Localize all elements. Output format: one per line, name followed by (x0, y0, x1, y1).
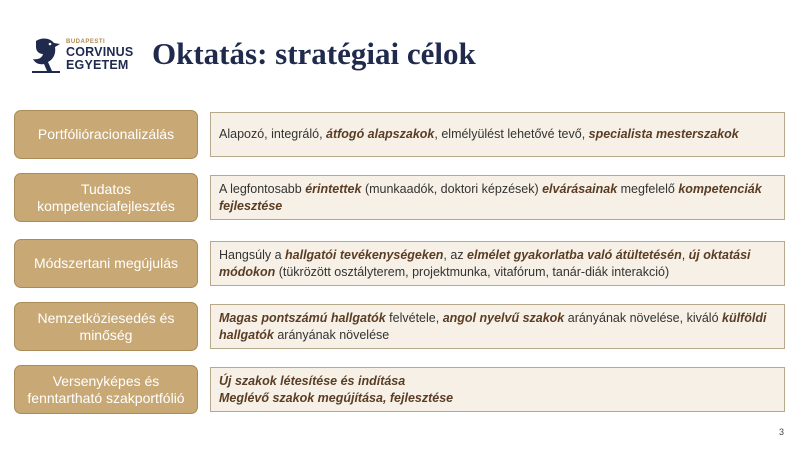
goal-label: Portfólióracionalizálás (14, 110, 198, 159)
goal-label: Versenyképes és fenntartható szakportfólió (14, 365, 198, 414)
goal-row (14, 365, 785, 414)
emphasis-text: elvárásainak (542, 181, 618, 196)
page-number: 3 (778, 427, 784, 437)
header (30, 30, 133, 80)
description-text: felvétele, (385, 310, 443, 325)
goal-description (210, 241, 785, 286)
logo-line-1: CORVINUS (66, 45, 134, 59)
emphasis-text: külföldi hallgatók (219, 310, 767, 342)
description-text: Hangsúly a (219, 247, 286, 262)
description-text: , elmélyülést lehetővé tevő, (434, 127, 589, 141)
goal-label: Módszertani megújulás (14, 239, 198, 288)
emphasis-text: Magas pontszámú hallgatók (219, 310, 386, 325)
description-text: (tükrözött osztályterem, projektmunka, vitafórum, tanár-diák interakció) (275, 264, 670, 279)
description-text: , (681, 247, 689, 262)
description-text: megfelelő (617, 181, 679, 196)
emphasis-text: Új szakok létesítése és indítása (219, 373, 406, 388)
goal-row (14, 110, 785, 159)
emphasis-text: kompetenciák fejlesztése (219, 181, 762, 213)
description-text: A legfontosabb (219, 181, 306, 196)
goal-description (210, 367, 785, 412)
emphasis-text: új oktatási módokon (219, 247, 751, 279)
goal-label: Tudatos kompetenciafejlesztés (14, 173, 198, 222)
goal-label: Nemzetköziesedés és minőség (14, 302, 198, 351)
emphasis-text: specialista mesterszakok (588, 127, 739, 141)
goal-row (14, 173, 785, 222)
emphasis-text: átfogó alapszakok (326, 127, 435, 141)
goal-row (14, 239, 785, 288)
page-title: Oktatás: stratégiai célok (152, 36, 476, 71)
goal-description (210, 304, 785, 349)
goal-row (14, 302, 785, 351)
emphasis-text: Meglévő szakok megújítása, fejlesztése (219, 390, 454, 405)
goal-description (210, 112, 785, 157)
emphasis-text: érintettek (305, 181, 362, 196)
goal-description (210, 175, 785, 220)
description-text: arányának növelése, kiváló (564, 310, 722, 325)
corvinus-logo (30, 35, 133, 75)
description-text: arányának növelése (273, 327, 390, 342)
emphasis-text: angol nyelvű szakok (442, 310, 565, 325)
emphasis-text: elmélet gyakorlatba való átültetésén (467, 247, 682, 262)
description-text: Alapozó, integráló, (219, 127, 327, 141)
description-text: , az (443, 247, 468, 262)
logo-small-text: BUDAPESTI (66, 39, 106, 45)
raven-icon (30, 35, 62, 75)
logo-line-2: EGYETEM (66, 57, 129, 72)
description-text: (munkaadók, doktori képzések) (361, 181, 543, 196)
emphasis-text: hallgatói tevékenységeken (285, 247, 444, 262)
